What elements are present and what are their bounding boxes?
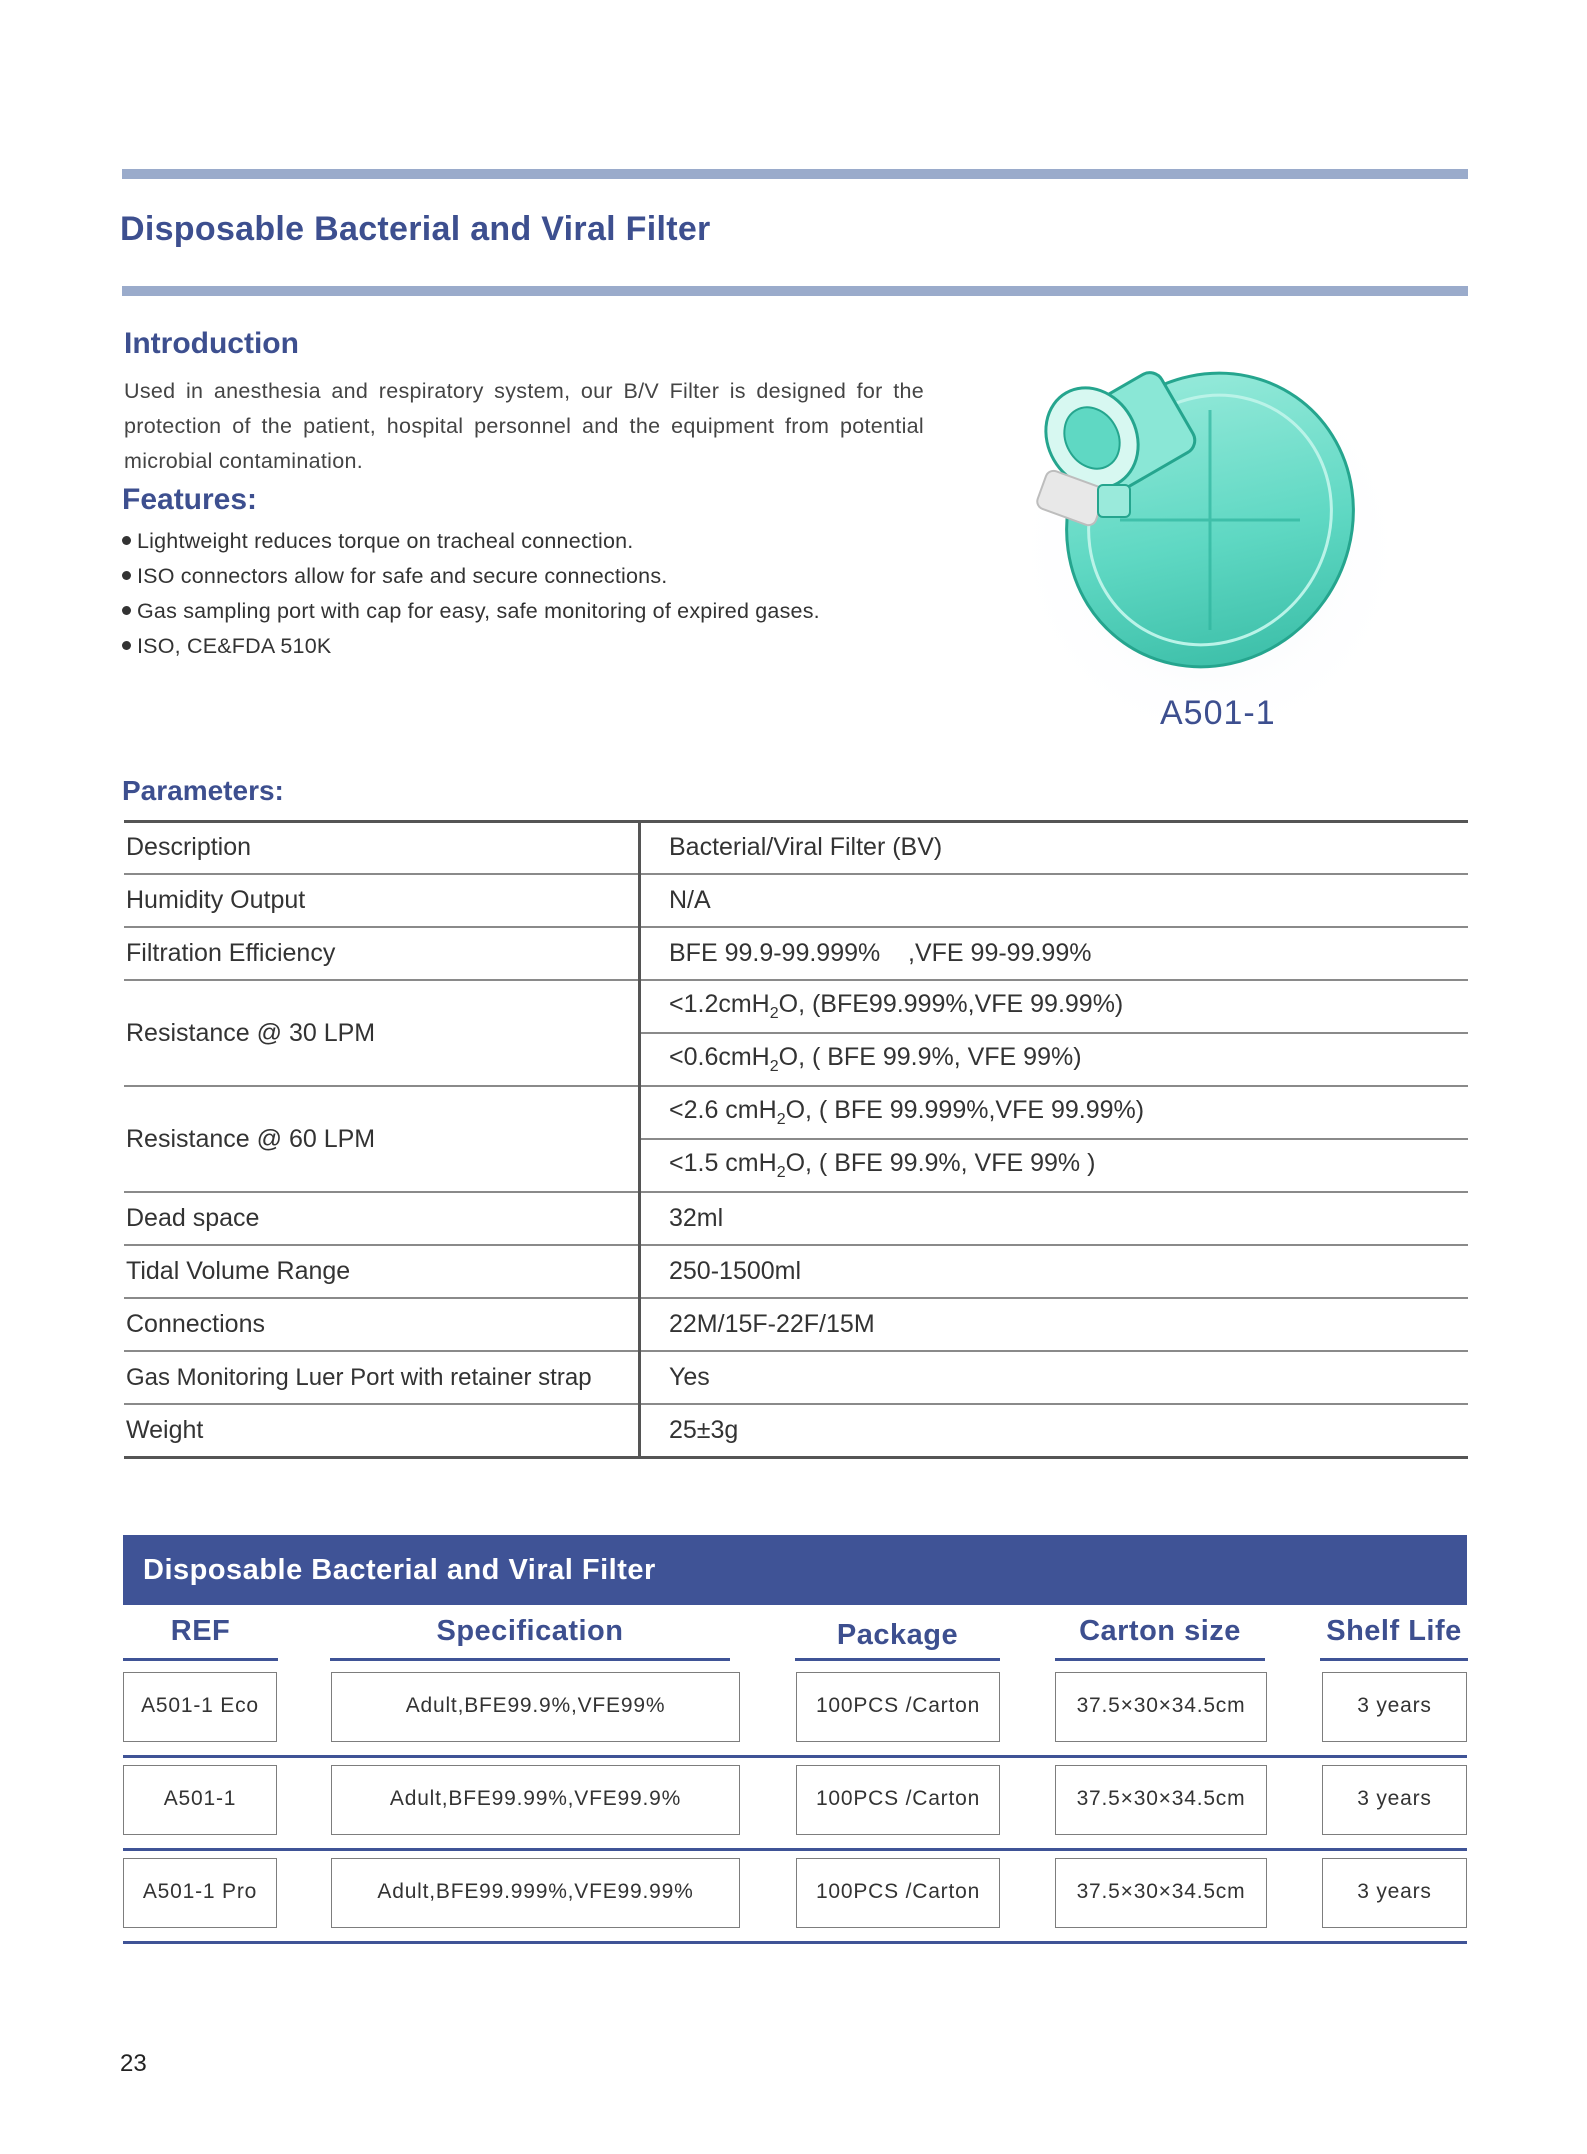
param-label: Resistance @ 60 LPM: [124, 1086, 640, 1192]
table-row: [124, 927, 1468, 980]
header-underline: [1055, 1658, 1265, 1661]
param-value: 22M/15F-22F/15M: [640, 1298, 1469, 1351]
top-rule: [122, 169, 1468, 179]
package-cell: 100PCS /Carton: [796, 1672, 1000, 1742]
package-cell: 100PCS /Carton: [796, 1765, 1000, 1835]
product-model-label: A501-1: [1160, 694, 1276, 732]
param-value: 250-1500ml: [640, 1245, 1469, 1298]
param-value: <1.2cmH$_2$O, (BFE99.999%,VFE 99.99%): [640, 980, 1469, 1033]
table-row: [124, 1351, 1468, 1404]
introduction-heading: Introduction: [124, 327, 299, 360]
product-table-banner: Disposable Bacterial and Viral Filter: [123, 1535, 1467, 1605]
param-label: Description: [124, 822, 640, 874]
ref-cell: A501-1: [123, 1765, 277, 1835]
bullet-icon: [122, 571, 131, 580]
param-value: Bacterial/Viral Filter (BV): [640, 822, 1469, 874]
column-header-ref: REF: [170, 1615, 231, 1647]
param-label: Filtration Efficiency: [124, 927, 640, 980]
param-label: Dead space: [124, 1192, 640, 1245]
param-label: Humidity Output: [124, 874, 640, 927]
row-divider: [123, 1941, 1467, 1944]
column-header-specification: Specification: [436, 1615, 624, 1647]
parameters-table: [124, 822, 1468, 1459]
parameters-heading: Parameters:: [122, 775, 284, 806]
feature-item: ISO, CE&FDA 510K: [122, 629, 820, 664]
bullet-icon: [122, 641, 131, 650]
carton-size-cell: 37.5×30×34.5cm: [1055, 1858, 1267, 1928]
param-value: N/A: [640, 874, 1469, 927]
table-row: [124, 1404, 1468, 1458]
table-row: [124, 1245, 1468, 1298]
param-label: Gas Monitoring Luer Port with retainer strap: [124, 1351, 640, 1404]
param-value: <2.6 cmH$_2$O, ( BFE 99.999%,VFE 99.99%): [640, 1086, 1469, 1139]
table-row: [124, 822, 1468, 874]
carton-size-cell: 37.5×30×34.5cm: [1055, 1672, 1267, 1742]
shelf-life-cell: 3 years: [1322, 1672, 1467, 1742]
table-row: [124, 1298, 1468, 1351]
header-underline: [330, 1658, 730, 1661]
param-label: Resistance @ 30 LPM: [124, 980, 640, 1086]
param-label: Tidal Volume Range: [124, 1245, 640, 1298]
ref-cell: A501-1 Pro: [123, 1858, 277, 1928]
param-value: <1.5 cmH$_2$O, ( BFE 99.9%, VFE 99% ): [640, 1139, 1469, 1192]
param-label: Weight: [124, 1404, 640, 1458]
table-row: [124, 1086, 1468, 1139]
specification-cell: Adult,BFE99.99%,VFE99.9%: [331, 1765, 740, 1835]
shelf-life-cell: 3 years: [1322, 1765, 1467, 1835]
page-title: Disposable Bacterial and Viral Filter: [120, 210, 711, 248]
row-divider: [123, 1848, 1467, 1851]
table-row: [124, 1192, 1468, 1245]
specification-cell: Adult,BFE99.999%,VFE99.99%: [331, 1858, 740, 1928]
param-value: Yes: [640, 1351, 1469, 1404]
carton-size-cell: 37.5×30×34.5cm: [1055, 1765, 1267, 1835]
column-header-shelf-life: Shelf Life: [1326, 1615, 1462, 1647]
bullet-icon: [122, 536, 131, 545]
column-header-package: Package: [836, 1619, 959, 1651]
header-underline: [1320, 1658, 1468, 1661]
table-row: [124, 874, 1468, 927]
shelf-life-cell: 3 years: [1322, 1858, 1467, 1928]
header-underline: [795, 1658, 1000, 1661]
feature-item: Gas sampling port with cap for easy, safe monitoring of expired gases.: [122, 594, 820, 629]
specification-cell: Adult,BFE99.9%,VFE99%: [331, 1672, 740, 1742]
param-label: Connections: [124, 1298, 640, 1351]
ref-cell: A501-1 Eco: [123, 1672, 277, 1742]
package-cell: 100PCS /Carton: [796, 1858, 1000, 1928]
table-row: [124, 980, 1468, 1033]
param-value: <0.6cmH$_2$O, ( BFE 99.9%, VFE 99%): [640, 1033, 1469, 1086]
bullet-icon: [122, 606, 131, 615]
param-value: 32ml: [640, 1192, 1469, 1245]
feature-item: Lightweight reduces torque on tracheal connection.: [122, 524, 820, 559]
introduction-text: Used in anesthesia and respiratory system, our B/V Filter is designed for the protection of the patient, hospital personnel and the equipment from potential microbial contamination.: [124, 379, 924, 473]
header-underline: [123, 1658, 278, 1661]
features-heading: Features:: [122, 483, 258, 516]
column-header-carton-size: Carton size: [1079, 1615, 1241, 1647]
title-rule: [122, 286, 1468, 296]
features-list: [122, 524, 820, 664]
feature-item: ISO connectors allow for safe and secure connections.: [122, 559, 820, 594]
param-value: 25±3g: [640, 1404, 1469, 1458]
page-number: 23: [120, 2050, 147, 2077]
row-divider: [123, 1755, 1467, 1758]
param-value: BFE 99.9-99.999% ,VFE 99-99.99%: [640, 927, 1469, 980]
